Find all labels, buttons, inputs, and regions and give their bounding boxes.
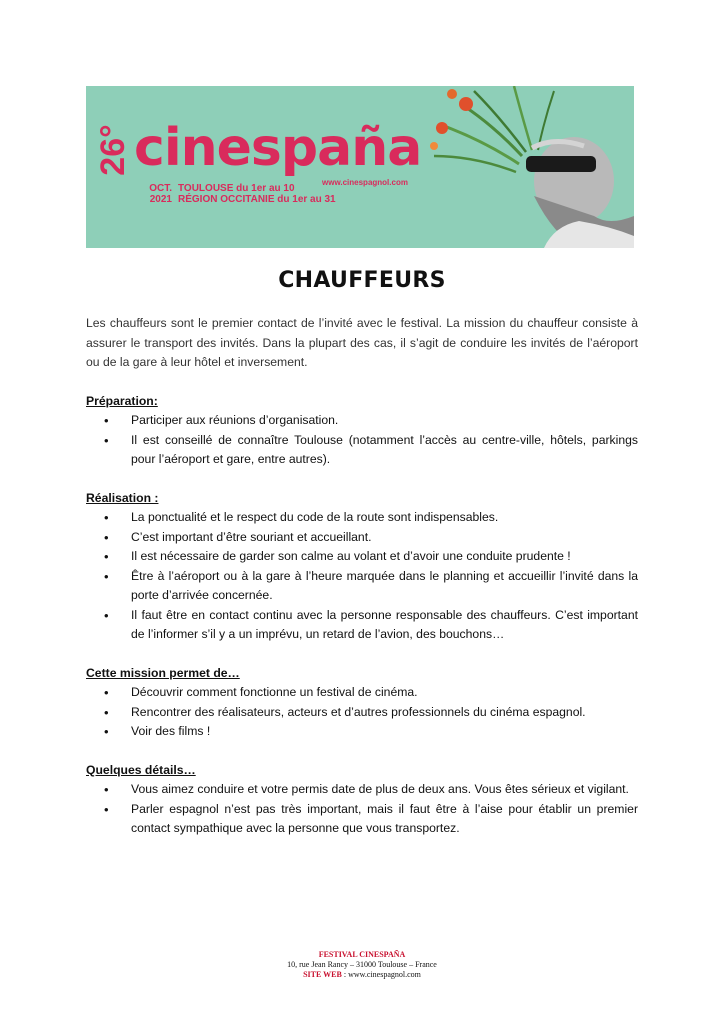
list-item: • La ponctualité et le respect du code de la route sont indispensables. <box>86 508 638 528</box>
list-item: • Il faut être en contact continu avec la personne responsable des chauffeurs. C’est important de l’informer s’il y a un imprévu, un retard de l’avion, des bouchons… <box>104 607 638 641</box>
page-footer <box>0 950 724 980</box>
banner-place-region: RÉGION OCCITANIE du 1er au 31 <box>178 194 336 205</box>
banner-website: www.cinespagnol.com <box>322 178 408 187</box>
bullet-icon: • <box>104 549 109 564</box>
list-item: • Participer aux réunions d’organisation. <box>86 411 638 431</box>
footer-website <box>0 970 724 980</box>
bullet-icon: • <box>104 724 109 739</box>
section-heading: Préparation: <box>86 393 158 408</box>
footer-address: 10, rue Jean Rancy – 31000 Toulouse – France <box>287 960 437 969</box>
bullet-icon: • <box>104 685 109 700</box>
footer-website-label: SITE WEB <box>303 970 342 979</box>
footer-organization: FESTIVAL CINESPAÑA <box>318 950 406 959</box>
section-heading: Quelques détails… <box>86 762 196 777</box>
banner-place-toulouse: TOULOUSE du 1er au 10 <box>178 183 295 194</box>
list-item: • Vous aimez conduire et votre permis date de plus de deux ans. Vous êtes sérieux et vigilant. <box>86 780 638 800</box>
intro-paragraph: Les chauffeurs sont le premier contact de l’invité avec le festival. La mission du chauffeur consiste à assurer le transport des invités. Dans la plupart des cas, il s’agit de conduire les invités de l’aéroport ou de la gare à leur hôtel et inversement. <box>86 316 638 369</box>
section-preparation <box>86 392 638 470</box>
list-item: • Rencontrer des réalisateurs, acteurs et d’autres professionnels du cinéma espagnol. <box>86 703 638 723</box>
list-item: • Être à l’aéroport ou à la gare à l’heure marquée dans le planning et accueillir l’invité dans la porte d’arrivée concernée. <box>104 568 638 602</box>
bullet-icon: • <box>104 510 109 525</box>
section-details <box>86 761 638 839</box>
bullet-icon: • <box>104 782 109 797</box>
poster-illustration <box>404 86 634 248</box>
edition-number: 26° <box>93 124 132 176</box>
bullet-icon: • <box>104 529 109 545</box>
bullet-icon: • <box>104 801 109 817</box>
list-item: • Il est nécessaire de garder son calme au volant et d’avoir une conduite prudente ! <box>86 547 638 567</box>
bullet-list <box>86 411 638 470</box>
section-heading: Cette mission permet de… <box>86 665 240 680</box>
bullet-list <box>86 780 638 839</box>
list-item: • Parler espagnol n’est pas très important, mais il faut être à l’aise pour établir un premier contact sympathique avec la personne que vous transportez. <box>104 801 638 835</box>
section-heading: Réalisation : <box>86 490 159 505</box>
footer-website-value: : www.cinespagnol.com <box>341 970 421 979</box>
section-mission <box>86 664 638 742</box>
document-body <box>86 314 638 839</box>
bullet-icon: • <box>104 432 109 448</box>
festival-logo-text: cinespaña <box>134 118 422 178</box>
bullet-icon: • <box>104 607 109 623</box>
bullet-list <box>86 683 638 742</box>
bullet-icon: • <box>104 704 109 720</box>
festival-banner <box>86 86 634 248</box>
list-item: • Découvrir comment fonctionne un festival de cinéma. <box>86 683 638 703</box>
banner-year: 2021 <box>149 194 172 205</box>
bullet-list <box>86 508 638 645</box>
page-title: CHAUFFEURS <box>278 268 446 293</box>
list-item: • Il est conseillé de connaître Toulouse (notamment l’accès au centre-ville, hôtels, parkings pour l’aéroport et gare, entre autres). <box>104 432 638 466</box>
bullet-icon: • <box>104 413 109 428</box>
list-item: • C’est important d’être souriant et accueillant. <box>86 528 638 548</box>
banner-dates <box>128 183 172 205</box>
banner-month: OCT. <box>149 183 172 194</box>
list-item: • Voir des films ! <box>86 722 638 742</box>
banner-places <box>178 183 336 205</box>
section-realisation <box>86 489 638 645</box>
bullet-icon: • <box>104 568 109 584</box>
